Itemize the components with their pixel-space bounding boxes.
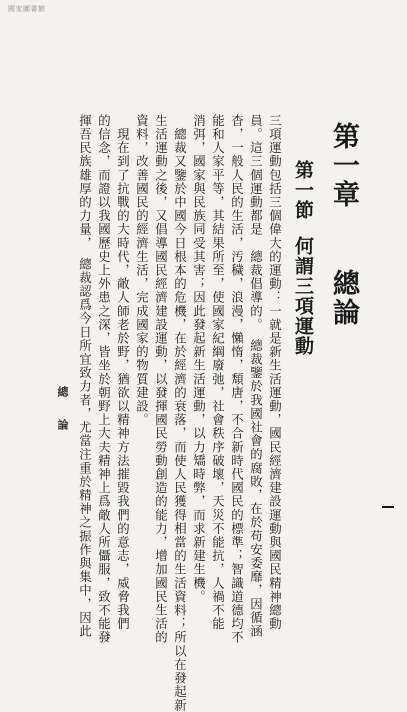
body-column: 現在到了抗戰的大時代，敵人師老於野，猶欲以精神方法摧毀我們的意志，威脅我們 <box>115 114 131 631</box>
library-stamp: 國家圖書館 <box>8 5 46 13</box>
body-column: 生活運動之後，又倡導國民經濟建設運動，以發揮國民勞動創造的能力，增加國民生活的 <box>153 114 169 645</box>
chapter-label: 第一章 <box>328 122 359 209</box>
running-head: 總論 <box>56 386 69 452</box>
body-column: 消弭，國家與民族同受其害；因此發起新生活運動，以力矯時弊，而求新建生機。 <box>191 114 207 604</box>
body-column: 揮吾民族雄厚的力量， 總裁認爲今日所宜致力者，尤當注重於精神之振作與集中，因此 <box>77 114 93 639</box>
section-title: 何謂三項運動 <box>292 236 314 356</box>
chapter-title: 總論 <box>328 269 359 327</box>
body-column: 員。這三個運動都是 總裁倡導的。 總裁鑒於我國社會的腐敗，在於苟安委靡，因循涵 <box>248 114 264 639</box>
body-column: 的信念，而證以我國歷史上外患之深，皆坐於朝野上大夫精神上爲敵人所懾服，致不能發 <box>96 114 112 645</box>
chapter-heading <box>330 122 357 327</box>
body-column: 杳，一般人民的生活，汚穢，浪漫，懶惰，頽唐，不合新時代國民的標準；智識道德均不 <box>229 114 245 645</box>
body-column: 三項運動包括三個偉大的運動：一就是新生活運動，國民經濟建設運動與國民精神總動 <box>267 114 283 631</box>
section-heading <box>293 160 312 356</box>
section-label: 第一節 <box>292 160 314 220</box>
body-column: 資料，改善國民的經濟生活，完成國家的物質建設。 <box>134 114 150 427</box>
page-number <box>382 506 394 508</box>
body-column: 總裁又鑒於中國今日根本的危機，在於經濟的衰落，而使人民獲得相當的生活資料；所以在發起新 <box>172 114 188 712</box>
body-column: 能和人家平等，其結果所至，使國家紀綱廢弛，社會秩序破壞，天災不能抗，人禍不能 <box>210 114 226 631</box>
